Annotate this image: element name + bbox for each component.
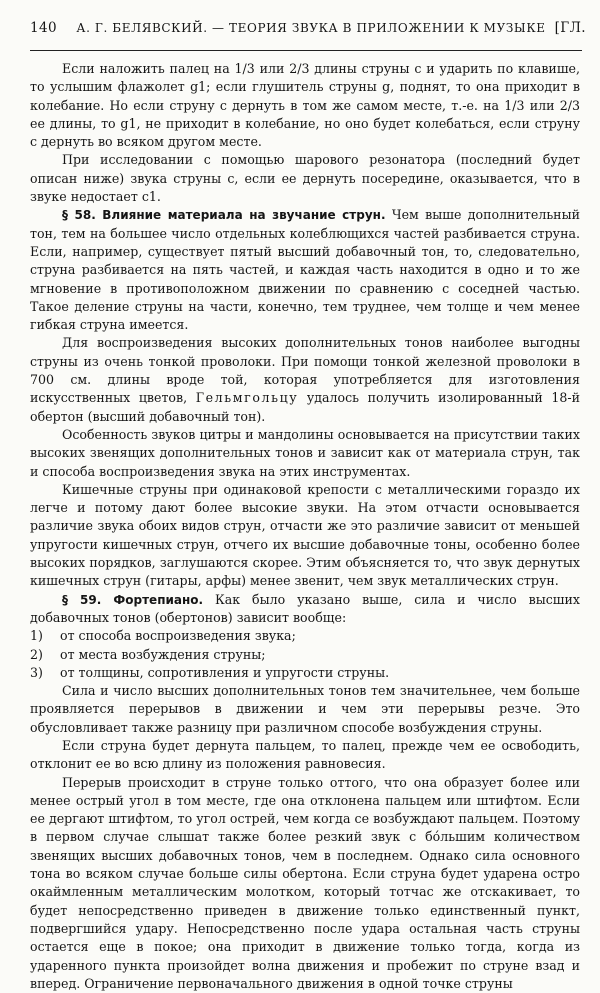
running-header — [30, 20, 586, 46]
section-59 — [30, 591, 580, 628]
list-item-text: от толщины, сопротивления и упругости струны. — [60, 664, 390, 680]
paragraph-flageolet: Если наложить палец на 1/3 или 2/3 длины струны c и ударить по клавише, то услышим флажолет g1; если глушитель струны g, поднят, то она приходит в колебание. Но если струну c дернуть в том же самом месте, т.-е. на 1/3 или 2/3 ее длины, то g1, не приходит в колебание, но оно будет колебаться, если струну c дернуть во всяком другом месте. — [30, 61, 580, 150]
list-item — [30, 627, 580, 645]
page-body — [30, 60, 580, 993]
paragraph-break: Перерыв происходит в струне только оттого, что она образует более или менее острый угол в том месте, где она отклонена пальцем или штифтом. Если ее дергают штифтом, то угол острей, чем когда се возбуждают пальцем. Поэтому в первом случае слышат также более резкий звук с бо́льшим количеством звенящих высших добавочных тонов, чем в последнем. Однако сила основного тона во всяком случае больше силы обертона. Если струна будет ударена остро окаймленным металлическим молотком, который тотчас же отскакивает, то будет непосредственно приведен в движение только единственный пункт, подвергшийся удару. Непосредственно после удара остальная часть струны остается еще в покое; она приходит в движение только тогда, когда из ударенного пункта произойдет волна движения и пробежит по струне взад и вперед. Ограничение первоначального движения в одной точке струны — [30, 774, 580, 991]
chapter-mark: [ГЛ. — [554, 20, 586, 36]
header-rule — [30, 50, 582, 51]
paragraph-finger: Если струна будет дернута пальцем, то палец, прежде чем ее освободить, отклонит ее во всю длину из положения равновесия. — [30, 737, 580, 772]
name-helmholtz: Гельмгольцу — [195, 390, 299, 406]
paragraph-gut-strings: Кишечные струны при одинаковой крепости с металлическими гораздо их легче и потому дают более высокие звуки. На этом отчасти основывается различие звука обоих видов струн, отчасти же это различие зависит от меньшей упругости кишечных струн, отчего их высшие добавочные тоны, особенно более высоких порядков, заглушаются скорее. Этим объясняется то, что звук дернутых кишечных струн (гитары, арфы) менее звенит, чем звук металлических струн. — [30, 481, 580, 589]
page-number: 140 — [30, 20, 57, 36]
paragraph-thin-wire — [30, 334, 580, 425]
section-58 — [30, 206, 580, 334]
running-title: А. Г. БЕЛЯВСКИЙ. — ТЕОРИЯ ЗВУКА В ПРИЛОЖЕНИИ К МУЗЫКЕ — [76, 21, 546, 35]
list-item-number: 2) — [30, 646, 43, 662]
list-item — [30, 664, 580, 682]
list-item — [30, 646, 580, 664]
paragraph-force: Сила и число высших дополнительных тонов тем значительнее, чем больше проявляется перерывов в движении и чем эти перерывы резче. Это обусловливает также разницу при различном способе возбуждения струны. — [30, 683, 580, 735]
section-58-text: Чем выше дополнительный тон, тем на большее число отдельных колеблющихся частей разбивается струна. Если, например, существует пятый высший добавочный тон, то, следовательно, струна разбивается на пять частей, и каждая часть находится в одно и то же мгновение в противоположном движении по сравнению с соседней частью. Такое деление струны на части, конечно, тем труднее, чем толще и чем менее гибкая струна имеется. — [30, 207, 580, 333]
paragraph-thin-wire-a: Для воспроизведения высоких дополнительных тонов наиболее выгодны струны из очень тонкой проволоки. При помощи тонкой железной проволоки в 700 см. длины вроде той, которая употребляется для изготовления искусственных цветов, — [30, 335, 580, 406]
section-59-text: Как было указано выше, сила и число высших добавочных тонов (обертонов) зависит вообще: — [30, 591, 580, 625]
section-59-heading: § 59. Фортепиано. — [62, 592, 204, 607]
list-item-number: 3) — [30, 664, 43, 680]
paragraph-thin-wire-b: удалось получить изолированный 18-й обертон (высший добавочный тон). — [30, 390, 581, 424]
list-item-text: от места возбуждения струны; — [60, 646, 266, 662]
list-item-number: 1) — [30, 628, 43, 644]
paragraph-resonator: При исследовании с помощью шарового резонатора (последний будет описан ниже) звука струны c, если ее дернуть посередине, оказывается, что в звуке недостает c1. — [30, 152, 580, 205]
section-58-heading: § 58. Влияние материала на звучание струн. — [62, 208, 386, 223]
paragraph-cittern: Особенность звуков цитры и мандолины основывается на присутствии таких высоких звенящих дополнительных тонов и зависит как от материала струн, так и способа воспроизведения звука на этих инструментах. — [30, 426, 580, 479]
list-item-text: от способа воспроизведения звука; — [60, 628, 296, 644]
